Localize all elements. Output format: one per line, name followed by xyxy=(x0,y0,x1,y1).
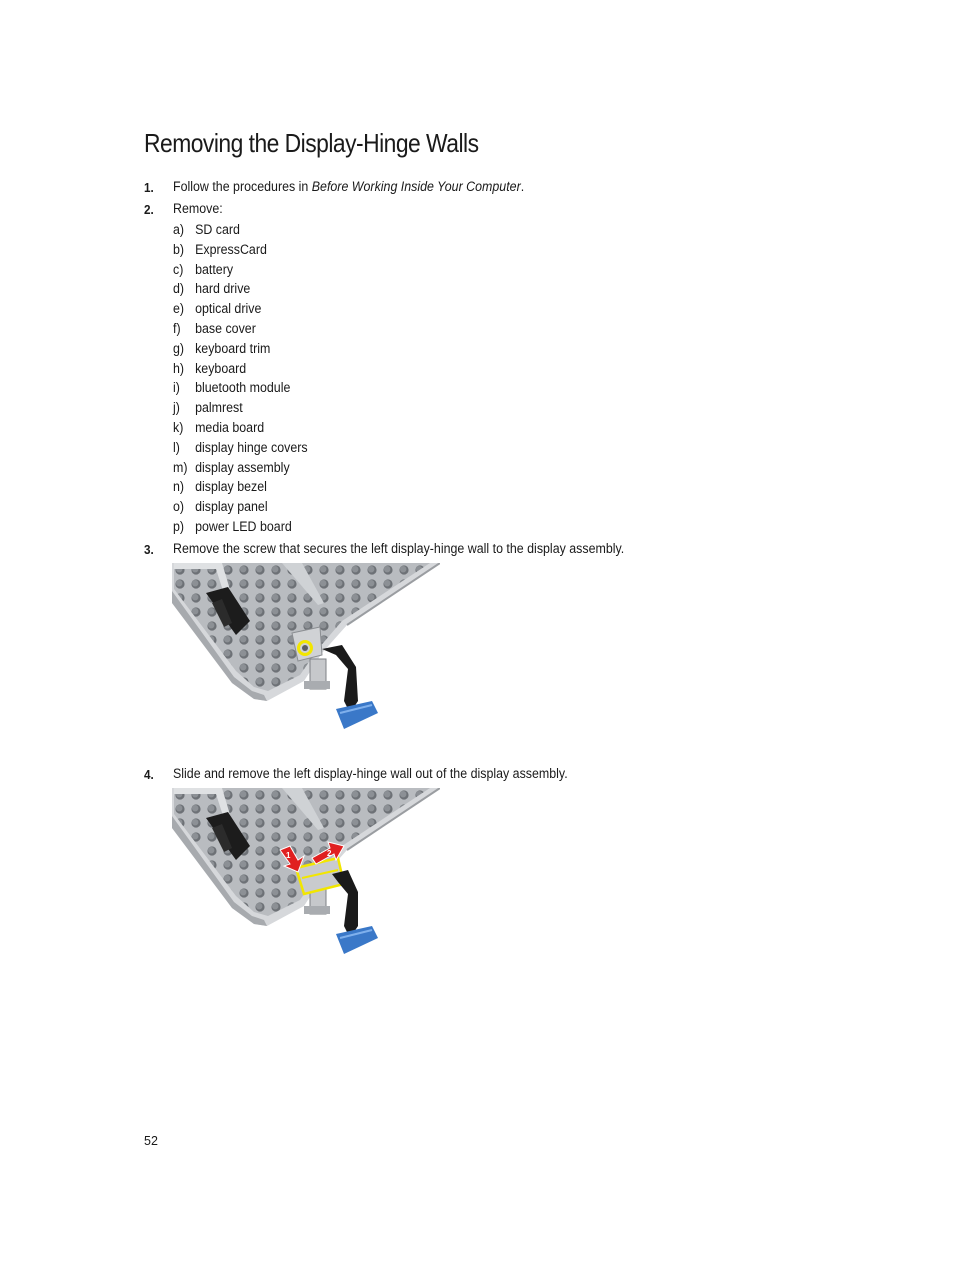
list-item-label: hard drive xyxy=(195,281,251,297)
display-hinge-illustration xyxy=(172,563,440,753)
display-hinge-illustration xyxy=(172,788,440,978)
list-item-label: bluetooth module xyxy=(195,380,291,396)
list-item-label: keyboard xyxy=(195,360,247,376)
list-item-letter: k) xyxy=(173,419,184,435)
list-item-label: optical drive xyxy=(195,301,262,317)
page-title: Removing the Display-Hinge Walls xyxy=(144,128,479,158)
list-item xyxy=(173,242,308,262)
list-item xyxy=(173,499,308,519)
step-text-part: Follow the procedures in xyxy=(173,179,312,194)
list-item xyxy=(173,341,308,361)
list-item xyxy=(173,460,308,480)
list-item-letter: d) xyxy=(173,281,185,297)
step-text xyxy=(173,179,524,194)
list-item-letter: i) xyxy=(173,380,180,396)
list-item-label: display hinge covers xyxy=(195,439,308,455)
list-item xyxy=(173,361,308,381)
page-number: 52 xyxy=(144,1134,158,1148)
step-text: Remove the screw that secures the left display-hinge wall to the display assembly. xyxy=(173,541,625,556)
list-item-letter: o) xyxy=(173,499,185,515)
step-text: Remove: xyxy=(173,201,223,216)
step-number: 1. xyxy=(144,180,154,195)
list-item-letter: m) xyxy=(173,459,188,475)
figure-screw-removal xyxy=(172,563,440,753)
list-item xyxy=(173,420,308,440)
arrow-label: 2 xyxy=(327,849,332,858)
list-item-label: power LED board xyxy=(195,518,292,534)
list-item xyxy=(173,479,308,499)
figure-slide-removal xyxy=(172,788,440,978)
list-item-label: display assembly xyxy=(195,459,290,475)
step-text-part: . xyxy=(520,179,525,194)
list-item-label: media board xyxy=(195,419,265,435)
list-item-letter: h) xyxy=(173,360,185,376)
list-item-label: keyboard trim xyxy=(195,340,271,356)
list-item xyxy=(173,222,308,242)
list-item-letter: l) xyxy=(173,439,180,455)
list-item xyxy=(173,380,308,400)
list-item xyxy=(173,400,308,420)
list-item-letter: p) xyxy=(173,518,185,534)
list-item-label: display panel xyxy=(195,499,268,515)
list-item-letter: n) xyxy=(173,479,185,495)
list-item-letter: g) xyxy=(173,340,185,356)
list-item-letter: f) xyxy=(173,320,181,336)
list-item-letter: b) xyxy=(173,241,185,257)
step-number: 4. xyxy=(144,767,154,782)
list-item-label: palmrest xyxy=(195,400,243,416)
removal-list xyxy=(173,222,319,539)
list-item xyxy=(173,519,308,539)
list-item-letter: j) xyxy=(173,400,180,416)
list-item-label: display bezel xyxy=(195,479,267,495)
list-item-letter: a) xyxy=(173,222,185,237)
list-item xyxy=(173,281,308,301)
step-number: 3. xyxy=(144,542,154,557)
list-item xyxy=(173,262,308,282)
list-item-letter: e) xyxy=(173,301,185,317)
list-item xyxy=(173,321,308,341)
list-item-label: SD card xyxy=(195,222,240,237)
step-number: 2. xyxy=(144,202,154,217)
cross-reference-link[interactable]: Before Working Inside Your Computer xyxy=(311,179,521,194)
list-item-label: battery xyxy=(195,261,234,277)
list-item xyxy=(173,440,308,460)
list-item-letter: c) xyxy=(173,261,184,277)
list-item xyxy=(173,301,308,321)
list-item-label: base cover xyxy=(195,320,256,336)
list-item-label: ExpressCard xyxy=(195,241,267,257)
step-text: Slide and remove the left display-hinge wall out of the display assembly. xyxy=(173,766,568,781)
arrow-label: 1 xyxy=(286,851,291,860)
